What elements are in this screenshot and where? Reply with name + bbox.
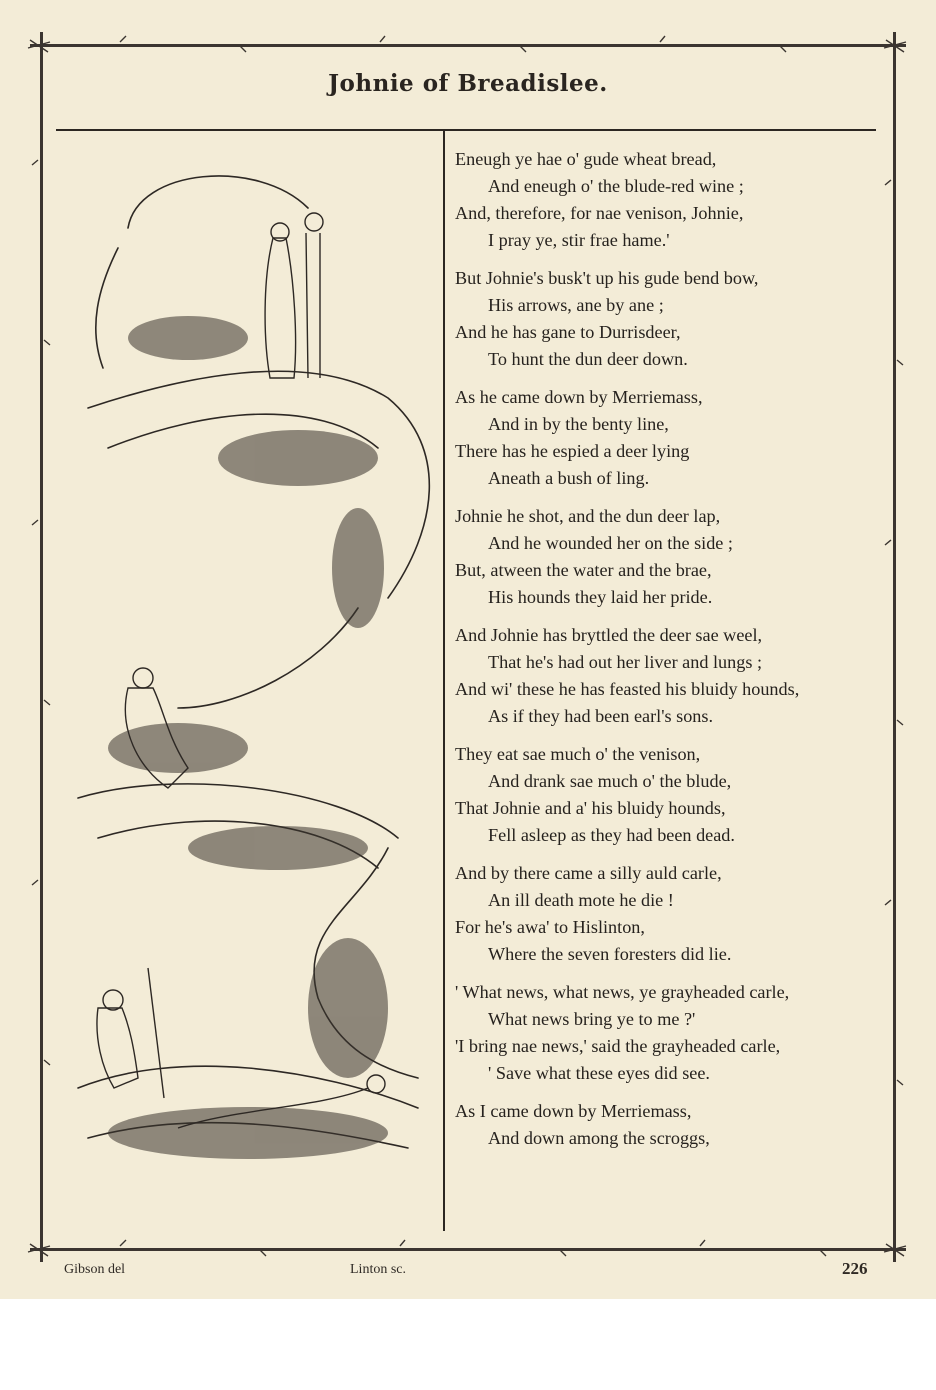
blank-margin — [0, 1299, 936, 1390]
verse-line: To hunt the dun deer down. — [488, 349, 688, 369]
verse-line: As he came down by Merriemass, — [455, 387, 703, 407]
hunting-scene-illustration — [58, 148, 438, 1198]
verse-line: And drank sae much o' the blude, — [488, 771, 732, 791]
verse-line: And in by the benty line, — [488, 414, 669, 434]
verse-line: And wi' these he has feasted his bluidy hounds, — [455, 679, 800, 699]
stanza — [455, 860, 895, 968]
verse-line: As if they had been earl's sons. — [488, 706, 714, 726]
verse-line: Aneath a bush of ling. — [488, 468, 650, 488]
verse-line: They eat sae much o' the venison, — [455, 744, 701, 764]
stanza — [455, 979, 895, 1087]
verse-line: But Johnie's busk't up his gude bend bow, — [455, 268, 759, 288]
verse-line: What news bring ye to me ?' — [488, 1009, 696, 1029]
illustrator-credit: Gibson del — [64, 1262, 126, 1277]
verse-line: There has he espied a deer lying — [455, 441, 690, 461]
page-title: Johnie of Breadislee. — [328, 70, 608, 97]
verse-line: That Johnie and a' his bluidy hounds, — [455, 798, 726, 818]
verse-line: That he's had out her liver and lungs ; — [488, 652, 763, 672]
verse-line: Where the seven foresters did lie. — [488, 944, 732, 964]
stanza — [455, 384, 895, 492]
verse-line: I pray ye, stir frae hame.' — [488, 230, 670, 250]
stanza — [455, 741, 895, 849]
verse-line: His hounds they laid her pride. — [488, 587, 713, 607]
verse-line: His arrows, ane by ane ; — [488, 295, 664, 315]
title-rule — [56, 129, 876, 131]
verse-line: ' Save what these eyes did see. — [488, 1063, 710, 1083]
verse-line: 'I bring nae news,' said the grayheaded carle, — [455, 1036, 781, 1056]
stanza — [455, 503, 895, 611]
verse-line: For he's awa' to Hislinton, — [455, 917, 645, 937]
verse-line: Johnie he shot, and the dun deer lap, — [455, 506, 721, 526]
engraver-credit: Linton sc. — [350, 1262, 406, 1277]
verse-line: And he wounded her on the side ; — [488, 533, 733, 553]
stanza — [455, 622, 895, 730]
column-divider — [443, 131, 445, 1231]
verse-line: And Johnie has bryttled the deer sae weel, — [455, 625, 763, 645]
verse-line: Eneugh ye hae o' gude wheat bread, — [455, 149, 717, 169]
verse-line: But, atween the water and the brae, — [455, 560, 712, 580]
page-number: 226 — [842, 1259, 868, 1278]
verse-line: An ill death mote he die ! — [488, 890, 674, 910]
stanza — [455, 146, 895, 254]
stanza — [455, 265, 895, 373]
stanza — [455, 1098, 895, 1152]
poem-text — [455, 146, 895, 1163]
verse-line: And eneugh o' the blude-red wine ; — [488, 176, 744, 196]
verse-line: And down among the scroggs, — [488, 1128, 710, 1148]
verse-line: And, therefore, for nae venison, Johnie, — [455, 203, 744, 223]
verse-line: As I came down by Merriemass, — [455, 1101, 692, 1121]
verse-line: Fell asleep as they had been dead. — [488, 825, 735, 845]
verse-line: And by there came a silly auld carle, — [455, 863, 722, 883]
verse-line: And he has gane to Durrisdeer, — [455, 322, 681, 342]
verse-line: ' What news, what news, ye grayheaded carle, — [455, 982, 790, 1002]
